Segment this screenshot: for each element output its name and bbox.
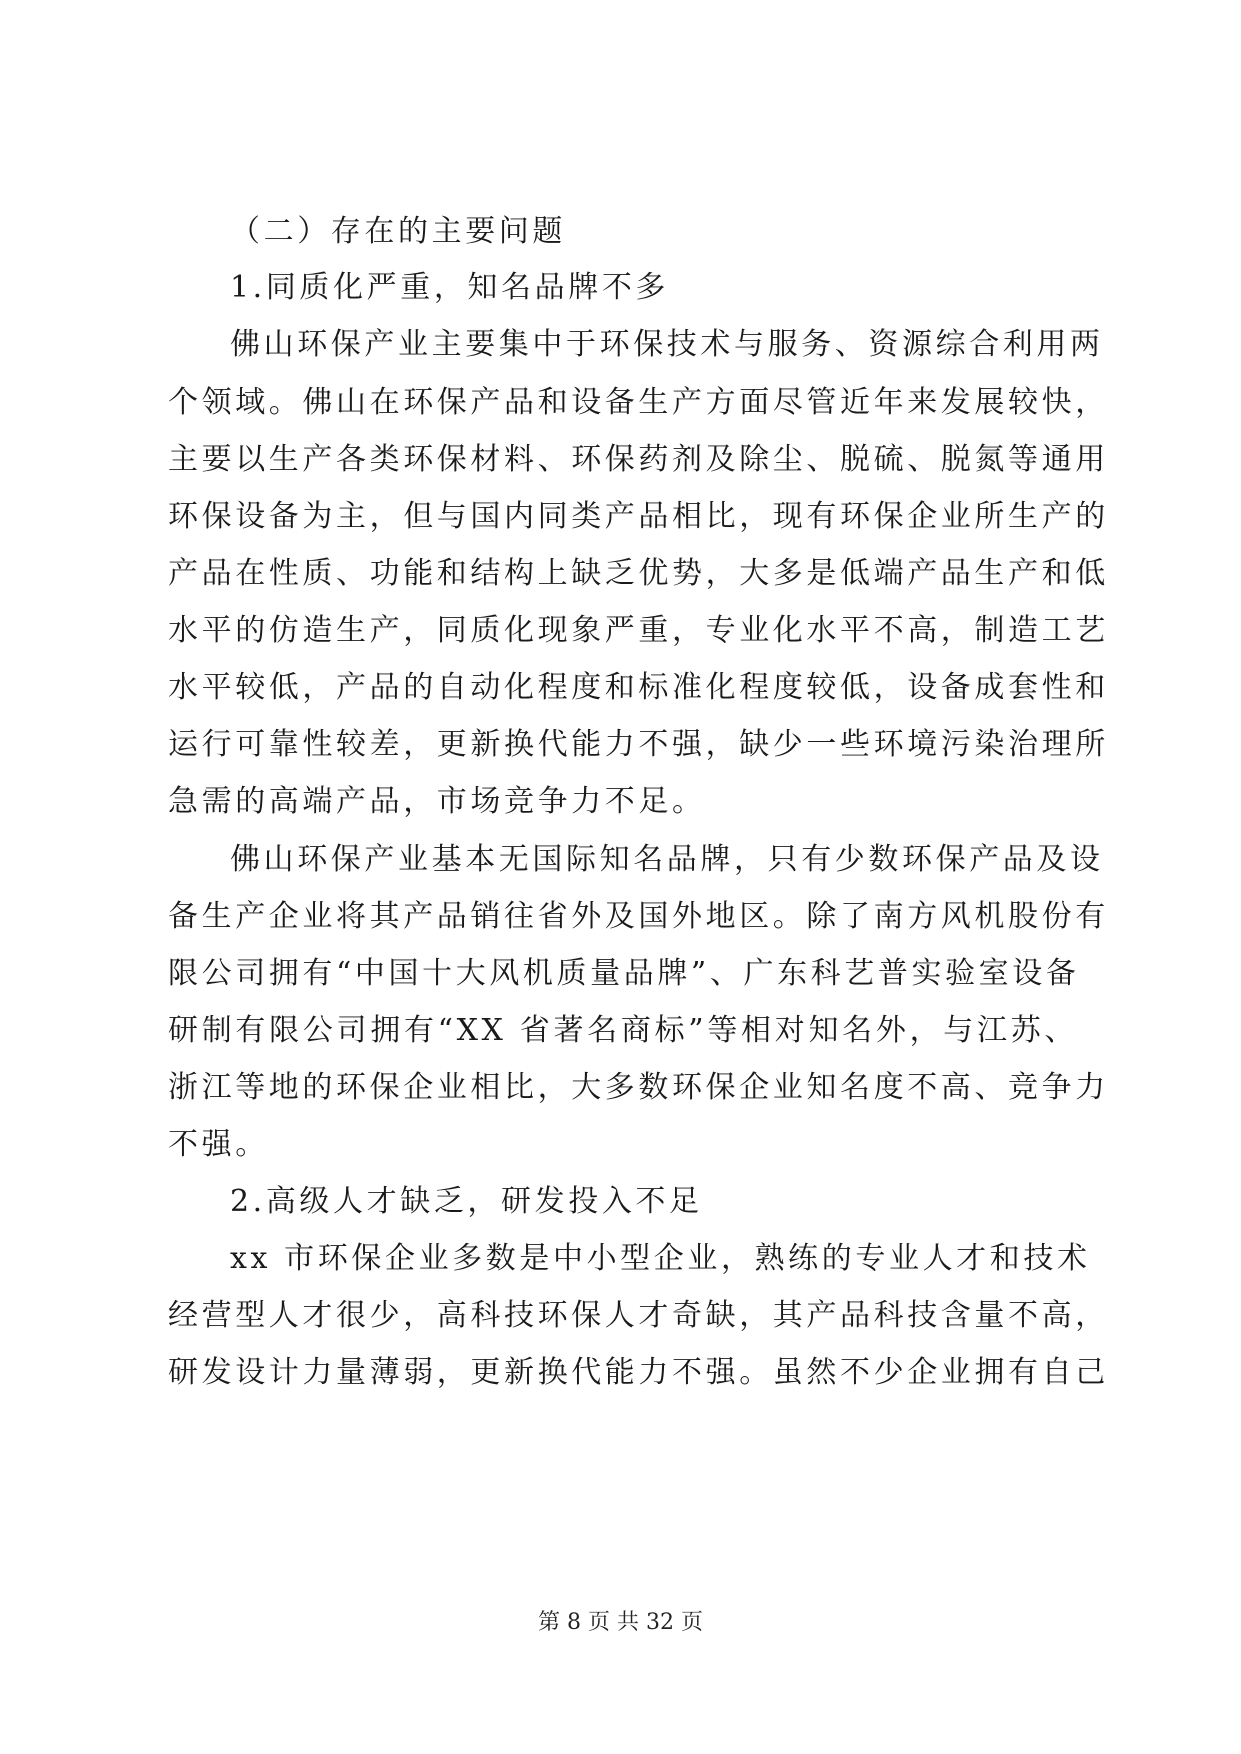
paragraph-2-line: 限公司拥有“中国十大风机质量品牌”、广东科艺普实验室设备 — [168, 956, 1080, 991]
paragraph-2-line: 佛山环保产业基本无国际知名品牌，只有少数环保产品及设 — [230, 842, 1104, 877]
paragraph-3-line: xx 市环保企业多数是中小型企业，熟练的专业人才和技术 — [230, 1241, 1091, 1276]
paragraph-1-line: 水平的仿造生产，同质化现象严重，专业化水平不高，制造工艺 — [168, 613, 1109, 648]
paragraph-2-line: 研制有限公司拥有“XX 省著名商标”等相对知名外，与江苏、 — [168, 1013, 1078, 1048]
paragraph-1-line: 产品在性质、功能和结构上缺乏优势，大多是低端产品生产和低 — [168, 556, 1109, 591]
paragraph-1-line: 急需的高端产品，市场竞争力不足。 — [168, 784, 706, 819]
subheading-2: 2.高级人才缺乏，研发投入不足 — [230, 1184, 703, 1219]
paragraph-1-line: 个领域。佛山在环保产品和设备生产方面尽管近年来发展较快， — [168, 385, 1109, 420]
paragraph-1-line: 主要以生产各类环保材料、环保药剂及除尘、脱硫、脱氮等通用 — [168, 442, 1109, 477]
paragraph-2-line: 不强。 — [168, 1127, 269, 1162]
paragraph-1-line: 环保设备为主，但与国内同类产品相比，现有环保企业所生产的 — [168, 499, 1109, 534]
paragraph-3-line: 研发设计力量薄弱，更新换代能力不强。虽然不少企业拥有自己 — [168, 1355, 1109, 1390]
page-number-footer: 第 8 页 共 32 页 — [538, 1610, 703, 1635]
paragraph-2-line: 浙江等地的环保企业相比，大多数环保企业知名度不高、竞争力 — [168, 1070, 1109, 1105]
paragraph-2-line: 备生产企业将其产品销往省外及国外地区。除了南方风机股份有 — [168, 899, 1109, 934]
paragraph-3-line: 经营型人才很少，高科技环保人才奇缺，其产品科技含量不高， — [168, 1298, 1109, 1333]
paragraph-1-line: 运行可靠性较差，更新换代能力不强，缺少一些环境污染治理所 — [168, 727, 1109, 762]
paragraph-1-line: 水平较低，产品的自动化程度和标准化程度较低，设备成套性和 — [168, 670, 1109, 705]
subheading-1: 1.同质化严重，知名品牌不多 — [230, 270, 670, 305]
paragraph-1-line: 佛山环保产业主要集中于环保技术与服务、资源综合利用两 — [230, 327, 1104, 362]
section-heading: （二）存在的主要问题 — [230, 214, 566, 249]
